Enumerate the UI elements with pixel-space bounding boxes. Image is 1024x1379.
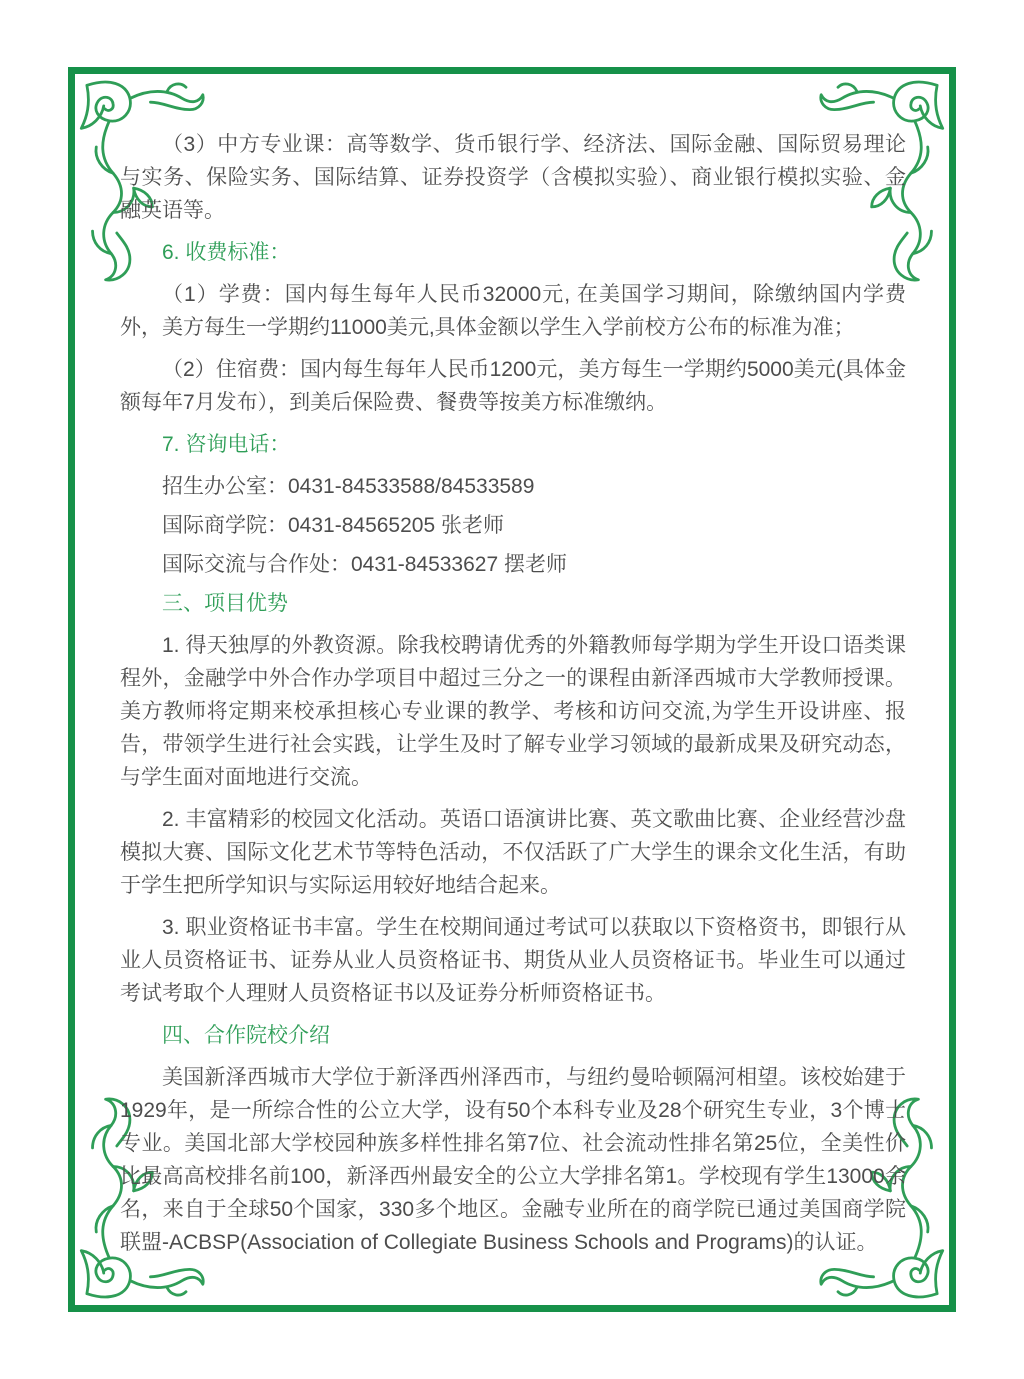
paragraph-specialized-courses: （3）中方专业课：高等数学、货币银行学、经济法、国际金融、国际贸易理论与实务、保险实务、国际结算、证券投资学（含模拟实验）、商业银行模拟实验、金融英语等。 bbox=[120, 133, 906, 222]
heading-consultation-phone: 7. 咨询电话： bbox=[162, 433, 291, 456]
paragraph-tuition-fee: （1）学费：国内每生每年人民币32000元, 在美国学习期间，除缴纳国内学费外，美方每生一学期约11000美元,具体金额以学生入学前校方公布的标准为准； bbox=[120, 283, 906, 339]
paragraph-advantage-foreign-teachers: 1. 得天独厚的外教资源。除我校聘请优秀的外籍教师每学期为学生开设口语类课程外，金融学中外合作办学项目中超过三分之一的课程由新泽西城市大学教师授课。美方教师将定期来校承担核心专业课的教学、考核和访问交流,为学生开设讲座、报告，带领学生进行社会实践，让学生及时了解专业学习领域的最新成果及研究动态，与学生面对面地进行交流。 bbox=[120, 634, 906, 789]
heading-program-advantages: 三、项目优势 bbox=[162, 592, 288, 615]
paragraph-advantage-certificates: 3. 职业资格证书丰富。学生在校期间通过考试可以获取以下资格资书，即银行从业人员资格证书、证券从业人员资格证书、期货从业人员资格证书。毕业生可以通过考试考取个人理财人员资格证书以及证券分析师资格证书。 bbox=[120, 916, 906, 1005]
heading-fee-standards: 6. 收费标准： bbox=[162, 241, 291, 264]
heading-partner-school-introduction: 四、合作院校介绍 bbox=[162, 1024, 330, 1047]
document-body bbox=[120, 128, 906, 1268]
phone-line-international-business-school: 国际商学院：0431-84565205 张老师 bbox=[162, 514, 504, 537]
paragraph-partner-school-introduction: 美国新泽西城市大学位于新泽西州泽西市，与纽约曼哈顿隔河相望。该校始建于1929年，是一所综合性的公立大学，设有50个本科专业及28个研究生专业，3个博士专业。美国北部大学校园种族多样性排名第7位、社会流动性排名第25位，全美性价比最高高校排名前100，新泽西州最安全的公立大学排名第1。学校现有学生13000余名，来自于全球50个国家，330多个地区。金融专业所在的商学院已通过美国商学院联盟-ACBSP(Association of Collegiate Business Schools and Programs)的认证。 bbox=[120, 1066, 906, 1254]
paragraph-advantage-campus-culture: 2. 丰富精彩的校园文化活动。英语口语演讲比赛、英文歌曲比赛、企业经营沙盘模拟大赛、国际文化艺术节等特色活动，不仅活跃了广大学生的课余文化生活，有助于学生把所学知识与实际运用较好地结合起来。 bbox=[120, 808, 906, 897]
paragraph-accommodation-fee: （2）住宿费：国内每生每年人民币1200元，美方每生一学期约5000美元(具体金额每年7月发布），到美后保险费、餐费等按美方标准缴纳。 bbox=[120, 358, 906, 414]
phone-line-admissions-office: 招生办公室：0431-84533588/84533589 bbox=[162, 475, 535, 498]
phone-line-international-exchange-office: 国际交流与合作处：0431-84533627 摆老师 bbox=[162, 553, 567, 576]
